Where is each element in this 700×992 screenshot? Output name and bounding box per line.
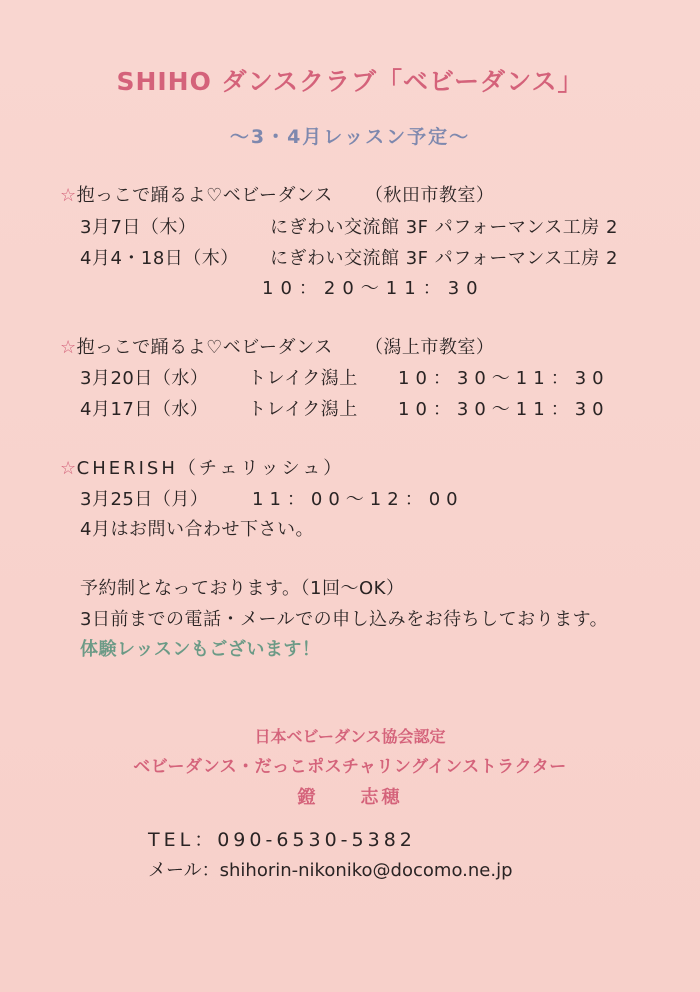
instructor-name: 鐙 志穂: [297, 787, 403, 808]
section-katagami-heading: [60, 333, 494, 359]
lesson-venue: トレイク潟上: [248, 368, 358, 389]
lesson-venue: にぎわい交流館 3F パフォーマンス工房 2: [270, 248, 618, 269]
reservation-info: 予約制となっております。（1回～OK）: [80, 578, 405, 599]
lesson-venue: にぎわい交流館 3F パフォーマンス工房 2: [270, 217, 618, 238]
section-heading-text: 抱っこで踊るよ♡ベビーダンス: [76, 337, 333, 358]
lesson-venue: トレイク潟上: [248, 399, 358, 420]
email-address: メール：shihorin-nikoniko@docomo.ne.jp: [148, 860, 513, 881]
section-place: （秋田市教室）: [364, 185, 495, 206]
lesson-time: 10：30～11：30: [398, 368, 610, 389]
lesson-date: 4月17日（水）: [80, 399, 209, 420]
lesson-time: 11：00～12：00: [252, 489, 464, 510]
section-heading-text: 抱っこで踊るよ♡ベビーダンス: [76, 185, 333, 206]
star-icon: ☆: [60, 185, 77, 206]
flyer-title: SHIHO ダンスクラブ「ベビーダンス」: [116, 67, 584, 96]
lesson-date: 3月20日（水）: [80, 368, 209, 389]
lesson-date: 3月25日（月）: [80, 489, 209, 510]
lesson-time: 10：20～11：30: [262, 278, 485, 299]
section-akita-heading: [60, 181, 494, 207]
instructor-role: ベビーダンス・だっこポスチャリングインストラクター: [133, 757, 567, 777]
lesson-time: 10：30～11：30: [398, 399, 610, 420]
star-icon: ☆: [60, 337, 77, 358]
april-note: 4月はお問い合わせ下さい。: [80, 519, 314, 540]
lesson-schedule-subtitle: ～3・4月レッスン予定～: [229, 126, 471, 148]
section-cherish-heading: [60, 454, 344, 480]
application-info: 3日前までの電話・メールでの申し込みをお待ちしております。: [80, 609, 609, 630]
trial-lesson-note: 体験レッスンもございます！: [80, 639, 321, 660]
section-heading-text: CHERISH（チェリッシュ）: [76, 458, 345, 479]
phone-number: TEL：090-6530-5382: [148, 829, 416, 851]
lesson-date: 3月7日（木）: [80, 217, 197, 238]
certification-label: 日本ベビーダンス協会認定: [254, 727, 446, 746]
lesson-date: 4月4・18日（木）: [80, 248, 239, 269]
section-place: （潟上市教室）: [364, 337, 495, 358]
star-icon: ☆: [60, 458, 77, 479]
